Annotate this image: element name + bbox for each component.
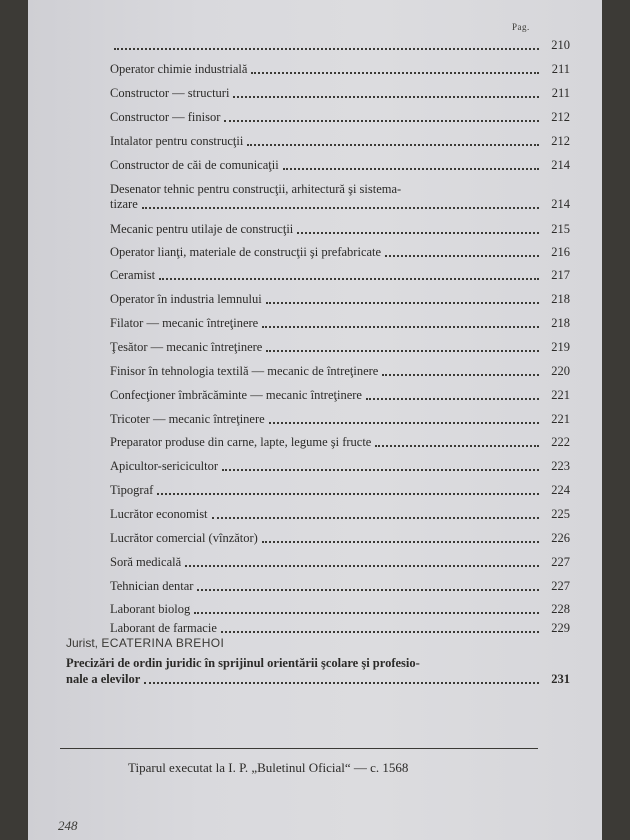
toc-entry-title: Constructor de căi de comunicaţii — [110, 158, 279, 172]
toc-leader-dots — [283, 168, 539, 170]
toc-entry — [110, 364, 570, 379]
toc-leader-dots — [221, 631, 539, 633]
toc-leader-dots — [197, 589, 539, 591]
page-number: 248 — [58, 818, 78, 833]
toc-leader-dots — [262, 541, 539, 543]
toc-leader-dots — [385, 255, 539, 257]
toc-entry-title: Tricoter — mecanic întreţinere — [110, 412, 265, 426]
toc-entry-page: 221 — [551, 412, 570, 426]
toc-entry-page: 211 — [551, 86, 570, 100]
toc-entry-title: Ceramist — [110, 268, 156, 282]
toc-leader-dots — [382, 374, 539, 376]
toc-leader-dots — [159, 278, 539, 280]
toc-entry-title: Preparator produse din carne, lapte, legume şi fructe — [110, 435, 372, 449]
toc-entry-page: 211 — [551, 62, 570, 76]
toc-entry-title: Laborant biolog — [110, 602, 191, 616]
toc-entry — [110, 531, 570, 546]
toc-entry-title: Lucrător economist — [110, 507, 208, 521]
toc-entry — [110, 602, 570, 617]
toc-entry — [110, 158, 570, 173]
toc-leader-dots — [247, 144, 539, 146]
toc-entry — [110, 110, 570, 125]
toc-entry — [110, 62, 570, 77]
toc-leader-dots — [212, 517, 539, 519]
toc-entry-page: 224 — [551, 483, 570, 497]
toc-leader-dots — [269, 422, 539, 424]
toc-entry-page: 220 — [551, 364, 570, 378]
toc-entry-title-line1: Desenator tehnic pentru construcţii, arhitectură şi sistema- — [110, 182, 402, 196]
page-column-label: Pag. — [512, 22, 530, 32]
toc-entry-title: Tipograf — [110, 483, 154, 497]
toc-entry — [110, 412, 570, 427]
toc-entry — [110, 245, 570, 260]
toc-entry-page: 215 — [551, 222, 570, 236]
toc-leader-dots — [366, 398, 539, 400]
toc-entry-page: 214 — [551, 197, 570, 211]
toc-entry-title: Soră medicală — [110, 555, 182, 569]
toc-entry — [110, 579, 570, 594]
legal-section-page: 231 — [551, 672, 570, 686]
toc-leader-dots — [297, 232, 539, 234]
toc-entry — [110, 134, 570, 149]
toc-entry — [110, 292, 570, 307]
toc-entry — [110, 388, 570, 403]
toc-entry-title-line2: tizare — [110, 197, 138, 211]
section-author — [66, 636, 224, 650]
legal-section-title-line2: nale a elevilor — [66, 672, 141, 686]
toc-leader-dots — [266, 302, 539, 304]
toc-entry-title: Filator — mecanic întreţinere — [110, 316, 259, 330]
toc-entry-title: Tehnician dentar — [110, 579, 194, 593]
footer-rule — [60, 748, 538, 749]
toc-entry-page: 227 — [551, 579, 570, 593]
toc-entry — [110, 197, 570, 212]
toc-entry — [110, 268, 570, 283]
toc-entry-page: 210 — [551, 38, 570, 52]
toc-leader-dots — [266, 350, 539, 352]
toc-entry — [110, 86, 570, 101]
toc-entry-page: 221 — [551, 388, 570, 402]
toc-leader-dots — [375, 445, 539, 447]
toc-leader-dots — [142, 207, 539, 209]
toc-entry-title: Ţesător — mecanic întreţinere — [110, 340, 263, 354]
toc-entry-page: 218 — [551, 316, 570, 330]
toc-leader-dots — [185, 565, 539, 567]
book-page — [28, 0, 602, 840]
toc-entry — [110, 555, 570, 570]
toc-leader-dots — [157, 493, 539, 495]
toc-entry-page: 217 — [551, 268, 570, 282]
toc-entry-page: 212 — [551, 110, 570, 124]
toc-entry — [110, 340, 570, 355]
toc-entry-title: Constructor — finisor — [110, 110, 221, 124]
toc-entry-page: 216 — [551, 245, 570, 259]
toc-entry-title: Operator în industria lemnului — [110, 292, 262, 306]
toc-leader-dots — [262, 326, 539, 328]
toc-entry-title: Apicultor-sericicultor — [110, 459, 219, 473]
toc-entry — [110, 435, 570, 450]
printer-imprint: Tiparul executat la I. P. „Buletinul Oficial“ — c. 1568 — [128, 760, 409, 775]
toc-leader-dots — [233, 96, 539, 98]
toc-entry-page: 228 — [551, 602, 570, 616]
toc-entry — [110, 38, 570, 53]
toc-entry — [110, 621, 570, 636]
toc-entry-page: 229 — [551, 621, 570, 635]
toc-leader-dots — [114, 48, 539, 50]
toc-entry — [110, 507, 570, 522]
toc-entry-title: Finisor în tehnologia textilă — mecanic de întreţinere — [110, 364, 379, 378]
toc-entry-page: 225 — [551, 507, 570, 521]
author-prefix: Jurist, — [66, 636, 99, 650]
toc-leader-dots — [144, 682, 539, 684]
toc-entry-page: 226 — [551, 531, 570, 545]
toc-entry-page: 227 — [551, 555, 570, 569]
legal-section-entry — [66, 672, 570, 687]
toc-entry-title: Intalator pentru construcţii — [110, 134, 244, 148]
toc-entry-page: 212 — [551, 134, 570, 148]
toc-leader-dots — [222, 469, 539, 471]
toc-entry-title: Mecanic pentru utilaje de construcţii — [110, 222, 294, 236]
toc-entry-title: Operator lianţi, materiale de construcţii şi prefabricate — [110, 245, 382, 259]
toc-entry — [110, 483, 570, 498]
toc-entry-title: Confecţioner îmbrăcăminte — mecanic întreţinere — [110, 388, 362, 402]
toc-leader-dots — [194, 612, 539, 614]
toc-entry-title: Constructor — structuri — [110, 86, 230, 100]
toc-leader-dots — [224, 120, 539, 122]
toc-entry-title: Laborant de farmacie — [110, 621, 217, 635]
toc-entry-page: 223 — [551, 459, 570, 473]
toc-entry-page: 218 — [551, 292, 570, 306]
toc-leader-dots — [251, 72, 539, 74]
toc-entry-page: 214 — [551, 158, 570, 172]
toc-entry-page: 222 — [551, 435, 570, 449]
toc-entry-title: Operator chimie industrială — [110, 62, 248, 76]
toc-entry — [110, 459, 570, 474]
legal-section-title-line1: Precizări de ordin juridic în sprijinul orientării şcolare şi profesio- — [66, 656, 420, 670]
toc-entry-title: Lucrător comercial (vînzător) — [110, 531, 258, 545]
toc-entry-page: 219 — [551, 340, 570, 354]
toc-entry — [110, 222, 570, 237]
toc-entry — [110, 316, 570, 331]
author-name: ECATERINA BREHOI — [101, 636, 225, 650]
